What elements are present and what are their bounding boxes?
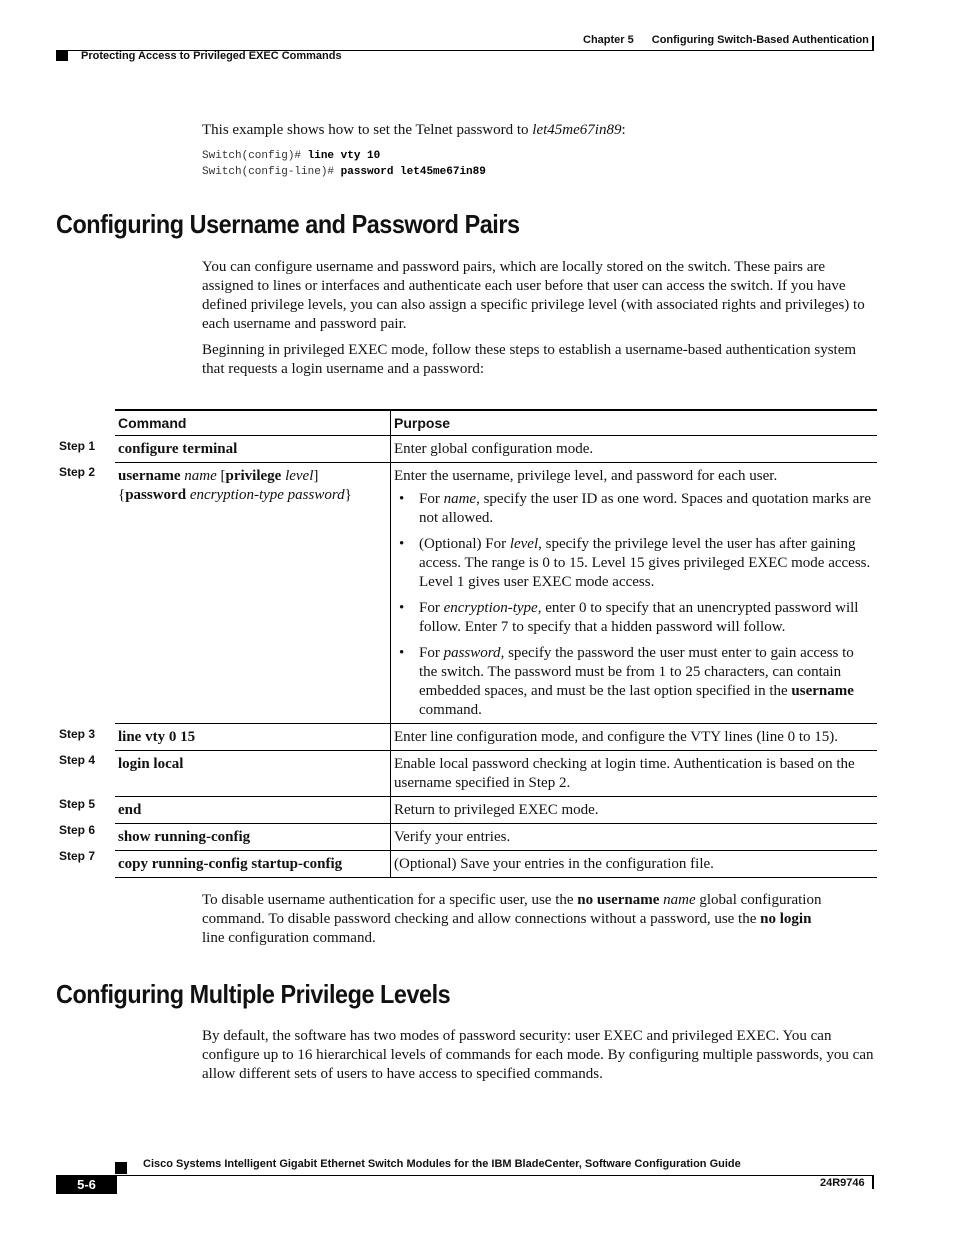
arg-encryption-password: encryption-type password — [189, 487, 345, 503]
chapter-number: Chapter 5 — [583, 34, 634, 46]
command-cell: show running-config — [118, 829, 251, 845]
purpose-text: Enter the username, privilege level, and password for each user. — [394, 468, 778, 484]
section-heading-username-password: Configuring Username and Password Pairs — [56, 209, 520, 239]
brace-close: } — [344, 487, 352, 503]
code-line2-command: password let45me67in89 — [340, 166, 486, 178]
table-row — [115, 724, 877, 751]
header-square-marker — [56, 51, 68, 61]
footer-square-marker — [115, 1162, 127, 1174]
purpose-cell: (Optional) Save your entries in the configuration file. — [391, 851, 878, 878]
keyword-privilege: privilege — [225, 468, 282, 484]
intro-paragraph — [202, 121, 877, 140]
purpose-cell: Enter line configuration mode, and configure the VTY lines (line 0 to 15). — [391, 724, 878, 751]
table-row — [115, 751, 877, 797]
procedure-table — [115, 409, 877, 878]
purpose-cell: Enter global configuration mode. — [391, 436, 878, 463]
step-label: Step 4 — [59, 753, 96, 767]
list-item: • (Optional) For level, specify the privilege level the user has after gaining access. The range is 0 to 15. Level 15 gives privileged EXEC mode access. Level 1 gives user EXEC mode access. — [419, 535, 874, 592]
column-header-command: Command — [115, 410, 391, 436]
list-item: • For name, specify the user ID as one word. Spaces and quotation marks are not allowed. — [419, 490, 874, 528]
purpose-cell — [391, 463, 878, 724]
bracket-close: ] — [313, 468, 319, 484]
command-cell: configure terminal — [118, 441, 238, 457]
arg-level: level — [285, 468, 314, 484]
step-label: Step 1 — [59, 439, 96, 453]
section1-paragraph-2: Beginning in privileged EXEC mode, follow these steps to establish a username-based authentication system that requests a login username and a password: — [202, 342, 857, 377]
footer-rule — [56, 1175, 874, 1176]
no-login-command: no login — [760, 911, 812, 927]
list-item: • For encryption-type, enter 0 to specify that an unencrypted password will follow. Enter 7 to specify that a hidden password will follow. — [419, 599, 874, 637]
command-cell: end — [118, 802, 142, 818]
column-header-purpose: Purpose — [391, 410, 878, 436]
bracket-open: [ — [220, 468, 226, 484]
keyword-username: username — [118, 468, 181, 484]
code-example — [202, 148, 486, 180]
purpose-cell: Enable local password checking at login time. Authentication is based on the username specified in Step 2. — [391, 751, 878, 797]
intro-password: let45me67in89 — [532, 122, 622, 138]
purpose-cell: Verify your entries. — [391, 824, 878, 851]
footer-vertical-bar — [872, 1175, 874, 1189]
table-row — [115, 851, 877, 878]
bullet-list — [394, 490, 874, 720]
section-heading-privilege-levels: Configuring Multiple Privilege Levels — [56, 979, 451, 1009]
step-label: Step 7 — [59, 849, 96, 863]
command-cell — [115, 463, 391, 724]
command-cell: login local — [118, 756, 184, 772]
header-vertical-bar — [872, 36, 874, 50]
purpose-cell: Return to privileged EXEC mode. — [391, 797, 878, 824]
step-label: Step 6 — [59, 823, 96, 837]
code-line2-prompt: Switch(config-line)# — [202, 166, 341, 178]
disable-paragraph: To disable username authentication for a specific user, use the no username name global configuration command. To disable password checking and allow connections without a password, use the no login line configuration command. — [202, 892, 822, 946]
code-line1-prompt: Switch(config)# — [202, 150, 308, 162]
name-argument: name — [663, 892, 696, 908]
chapter-title: Configuring Switch-Based Authentication — [651, 34, 869, 46]
running-header-chapter — [583, 34, 869, 46]
step-label: Step 2 — [59, 465, 96, 479]
intro-text: This example shows how to set the Telnet password to — [202, 122, 533, 138]
step-label: Step 3 — [59, 727, 96, 741]
running-header-section: Protecting Access to Privileged EXEC Commands — [81, 50, 342, 62]
section1-paragraph-1: You can configure username and password pairs, which are locally stored on the switch. These pairs are assigned to lines or interfaces and authenticate each user before that user can access the switch. If you have defined privilege levels, you can also assign a specific privilege level (with associated rights and privileges) to each username and password pair. — [202, 259, 865, 332]
arg-name: name — [184, 468, 217, 484]
page-number: 5-6 — [56, 1175, 117, 1194]
table-row — [115, 824, 877, 851]
table-row — [115, 436, 877, 463]
keyword-password: password — [125, 487, 187, 503]
no-username-command: no username — [577, 892, 660, 908]
document-number: 24R9746 — [820, 1177, 865, 1189]
code-line1-command: line vty 10 — [307, 150, 381, 162]
brace-open: { — [118, 487, 126, 503]
step-label: Step 5 — [59, 797, 96, 811]
footer-guide-title: Cisco Systems Intelligent Gigabit Ethernet Switch Modules for the IBM BladeCenter, Software Configuration Guide — [143, 1158, 741, 1170]
command-cell: line vty 0 15 — [118, 729, 196, 745]
list-item: • For password, specify the password the user must enter to gain access to the switch. The password must be from 1 to 25 characters, can contain embedded spaces, and must be the last option specified in the username command. — [419, 644, 874, 720]
table-header-row — [115, 410, 877, 436]
command-cell: copy running-config startup-config — [118, 856, 343, 872]
table-row — [115, 463, 877, 724]
intro-colon: : — [621, 122, 626, 138]
table-row — [115, 797, 877, 824]
section2-paragraph: By default, the software has two modes of password security: user EXEC and privileged EXEC. You can configure up to 16 hierarchical levels of commands for each mode. By configuring multiple passwords, you can allow different sets of users to have access to specified commands. — [202, 1028, 874, 1082]
